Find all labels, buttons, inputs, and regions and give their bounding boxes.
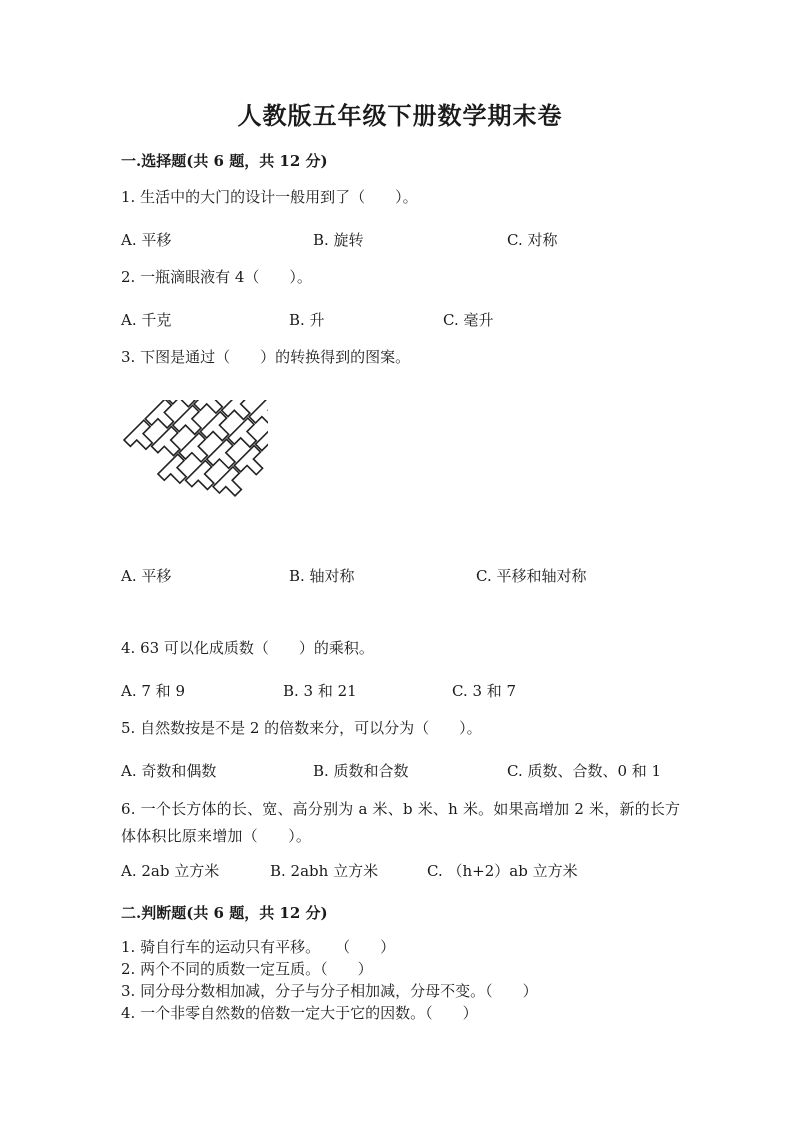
question-stem: 6. 一个长方体的长、宽、高分别为 a 米、b 米、h 米。如果高增加 2 米，新的长方体体积比原来增加（ ）。: [121, 800, 681, 845]
option-b: B. 轴对称: [289, 567, 355, 585]
page-title: 人教版五年级下册数学期末卷: [237, 101, 563, 130]
option-a: A. 奇数和偶数: [121, 762, 217, 780]
section-heading-judge: 二.判断题(共 6 题，共 12 分): [121, 904, 328, 922]
option-a: A. 平移: [121, 567, 172, 585]
judge-item: 4. 一个非零自然数的倍数一定大于它的因数。（ ）: [121, 1004, 478, 1022]
option-b: B. 2abh 立方米: [270, 862, 379, 880]
option-b: B. 升: [289, 311, 325, 329]
option-b: B. 质数和合数: [313, 762, 409, 780]
option-c: C. 质数、合数、0 和 1: [507, 762, 662, 780]
option-c: C. 平移和轴对称: [476, 567, 587, 585]
question-stem: 5. 自然数按是不是 2 的倍数来分，可以分为（ ）。: [121, 719, 482, 737]
option-c: C. 3 和 7: [452, 682, 517, 700]
option-a: A. 7 和 9: [121, 682, 185, 700]
option-b: B. 3 和 21: [283, 682, 357, 700]
option-a: A. 平移: [121, 231, 172, 249]
judge-item: 3. 同分母分数相加减，分子与分子相加减，分母不变。（ ）: [121, 982, 538, 1000]
option-c: C. 毫升: [443, 311, 494, 329]
question-stem: 4. 63 可以化成质数（ ）的乘积。: [121, 639, 374, 657]
tessellation-figure: [118, 400, 268, 522]
question-stem: 3. 下图是通过（ ）的转换得到的图案。: [121, 348, 411, 366]
option-a: A. 2ab 立方米: [121, 862, 220, 880]
option-c: C. 对称: [507, 231, 558, 249]
judge-item: 1. 骑自行车的运动只有平移。 （ ）: [121, 938, 396, 956]
judge-item: 2. 两个不同的质数一定互质。（ ）: [121, 960, 373, 978]
question-stem: 2. 一瓶滴眼液有 4（ ）。: [121, 268, 312, 286]
option-b: B. 旋转: [313, 231, 364, 249]
question-stem: 1. 生活中的大门的设计一般用到了（ ）。: [121, 188, 418, 206]
option-c: C. （h+2）ab 立方米: [427, 862, 578, 880]
option-a: A. 千克: [121, 311, 172, 329]
section-heading-choice: 一.选择题(共 6 题，共 12 分): [121, 152, 328, 170]
